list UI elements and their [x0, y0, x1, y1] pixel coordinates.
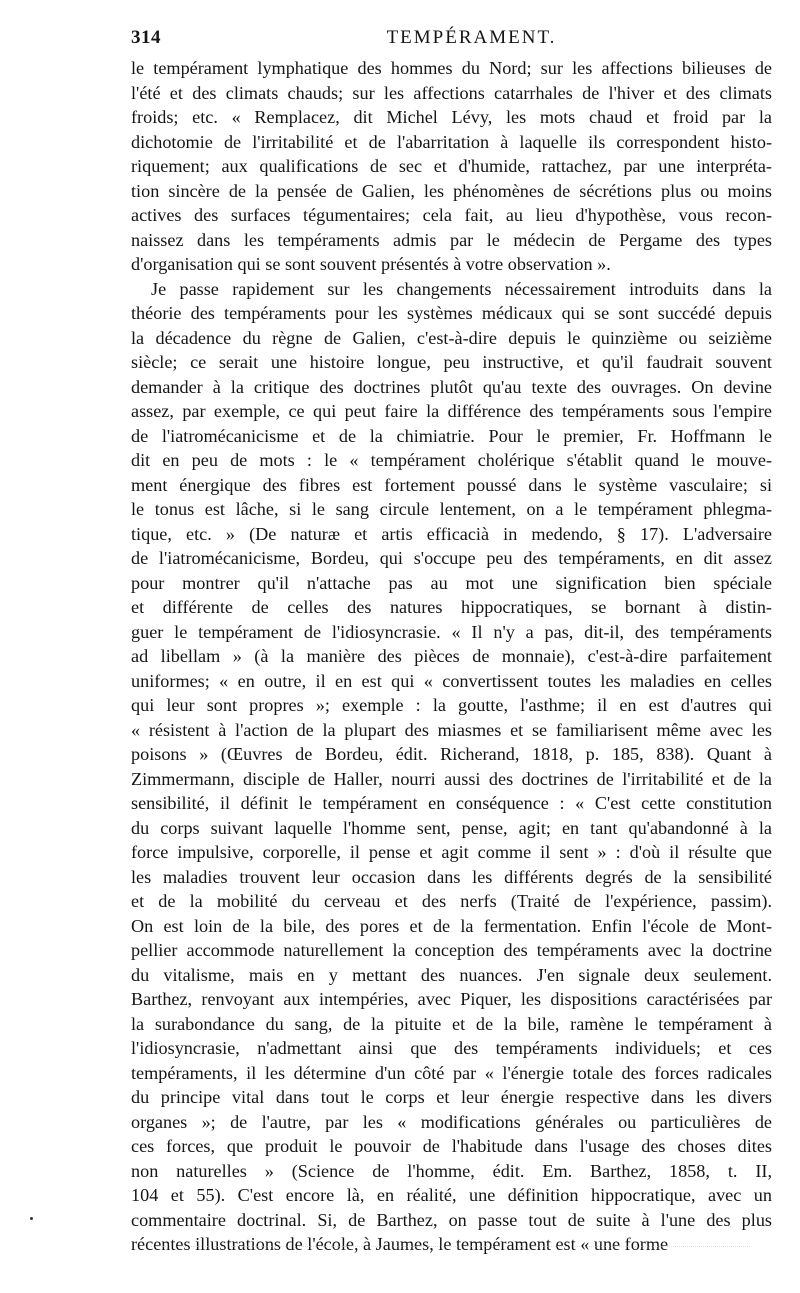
margin-speck — [30, 1217, 33, 1220]
text-line: naissez dans les tempéraments admis par le médecin de Pergame des types — [131, 229, 772, 250]
text-line: riquement; aux qualifications de sec et d'humide, rattachez, par une interpréta- — [131, 156, 772, 176]
text-line: uniformes; « en outre, il en est qui « convertissent toutes les maladies en celles — [131, 670, 772, 691]
text-line: froids; etc. « Remplacez, dit Michel Lévy, les mots chaud et froid par la — [131, 107, 772, 127]
text-line: du corps suivant laquelle l'homme sent, pense, agit; en tant qu'abandonné à la — [131, 817, 772, 838]
text-line: de l'iatromécanicisme et de la chimiatrie. Pour le premier, Fr. Hoffmann le — [131, 425, 772, 446]
text-line: de l'iatromécanicisme, Bordeu, qui s'occupe peu des tempéraments, en dit assez — [131, 548, 772, 568]
text-line: et différente de celles des natures hippocratiques, se bornant à distin- — [131, 597, 772, 617]
bottom-print-marks — [150, 1246, 750, 1249]
text-line: Je passe rapidement sur les changements nécessairement introduits dans la — [151, 278, 772, 299]
text-line: demander à la critique des doctrines plutôt qu'au texte des ouvrages. On devine — [131, 376, 772, 397]
text-line: 104 et 55). C'est encore là, en réalité, une définition hippocratique, avec un — [131, 1185, 772, 1205]
text-line: « résistent à l'action de la plupart des miasmes et se familiarisent même avec les — [131, 719, 772, 740]
body-text — [131, 56, 772, 1257]
text-line: On est loin de la bile, des pores et de la fermentation. Enfin l'école de Mont- — [131, 915, 772, 936]
text-line: le tempérament lymphatique des hommes du Nord; sur les affections bilieuses de — [131, 58, 772, 78]
text-line: organes »; de l'autre, par les « modifications générales ou particulières de — [131, 1111, 772, 1132]
text-line: non naturelles » (Science de l'homme, édit. Em. Barthez, 1858, t. II, — [131, 1160, 772, 1181]
text-line: poisons » (Œuvres de Bordeu, édit. Richerand, 1818, p. 185, 838). Quant à — [131, 744, 772, 764]
text-line: assez, par exemple, ce qui peut faire la différence des tempéraments sous l'empire — [131, 401, 772, 421]
text-line: ment énergique des fibres est fortement poussé dans le système vasculaire; si — [131, 474, 772, 495]
text-line: sensibilité, il définit le tempérament en conséquence : « C'est cette constitution — [131, 793, 772, 813]
text-line: qui leur sont propres »; exemple : la goutte, l'asthme; il en est d'autres qui — [131, 695, 772, 715]
text-line: du vitalisme, mais en y mettant des nuances. J'en signale deux seulement. — [131, 964, 772, 985]
text-line: pour montrer qu'il n'attache pas au mot une signification bien spéciale — [131, 572, 772, 593]
text-line: l'été et des climats chauds; sur les affections catarrhales de l'hiver et des climats — [131, 82, 772, 103]
text-line: la décadence du règne de Galien, c'est-à-dire depuis le quinzième ou seizième — [131, 327, 772, 348]
running-title: TEMPÉRAMENT. — [386, 27, 557, 48]
text-line: théorie des tempéraments pour les systèmes médicaux qui se sont succédé depuis — [131, 303, 772, 323]
text-line: et de la mobilité du cerveau et des nerfs (Traité de l'expérience, passim). — [131, 891, 772, 911]
text-line: Barthez, renvoyant aux intempéries, avec Piquer, les dispositions caractérisées par — [131, 989, 772, 1009]
text-line: pellier accommode naturellement la conception des tempéraments avec la doctrine — [131, 940, 772, 960]
text-line: siècle; ce serait une histoire longue, peu instructive, et qu'il faudrait souvent — [131, 352, 772, 372]
text-line: tique, etc. » (De naturæ et artis efficacià in medendo, § 17). L'adversaire — [131, 523, 772, 544]
page-header — [131, 26, 772, 50]
text-line: la surabondance du sang, de la pituite et de la bile, ramène le tempérament à — [131, 1013, 772, 1034]
text-line: le tonus est lâche, si le sang circule lentement, on a le tempérament phlegma- — [131, 499, 772, 519]
text-line: force impulsive, corporelle, il pense et agit comme il sent » : d'où il résulte que — [131, 842, 772, 862]
text-line: actives des surfaces tégumentaires; cela fait, au lieu d'hypothèse, vous recon- — [131, 205, 772, 225]
text-line: l'idiosyncrasie, n'admettant ainsi que des tempéraments individuels; et ces — [131, 1038, 772, 1058]
text-line: récentes illustrations de l'école, à Jaumes, le tempérament est « une forme — [131, 1234, 669, 1254]
text-line: ad libellam » (à la manière des pièces de monnaie), c'est-à-dire parfaitement — [131, 646, 772, 666]
text-line: Zimmermann, disciple de Haller, nourri aussi des doctrines de l'irritabilité et de la — [131, 768, 772, 789]
page-number: 314 — [131, 27, 161, 48]
text-line: du principe vital dans tout le corps et leur énergie respective dans les divers — [131, 1087, 772, 1107]
text-line: guer le tempérament de l'idiosyncrasie. « Il n'y a pas, dit-il, des tempéraments — [131, 621, 772, 642]
text-line: tion sincère de la pensée de Galien, les phénomènes de sécrétions plus ou moins — [131, 180, 772, 201]
text-line: dit en peu de mots : le « tempérament cholérique s'établit quand le mouve- — [131, 450, 772, 470]
text-line: ces forces, que produit le pouvoir de l'habitude dans l'usage des choses dites — [131, 1136, 772, 1156]
text-line: tempéraments, il les détermine d'un côté par « l'énergie totale des forces radicales — [131, 1062, 772, 1083]
text-line: commentaire doctrinal. Si, de Barthez, on passe tout de suite à l'une des plus — [131, 1209, 772, 1230]
text-line: dichotomie de l'irritabilité et de l'abarritation à laquelle ils correspondent histo- — [131, 131, 772, 152]
text-line: d'organisation qui se sont souvent présentés à votre observation ». — [131, 254, 611, 274]
text-line: les maladies trouvent leur occasion dans les différents degrés de la sensibilité — [131, 866, 772, 887]
